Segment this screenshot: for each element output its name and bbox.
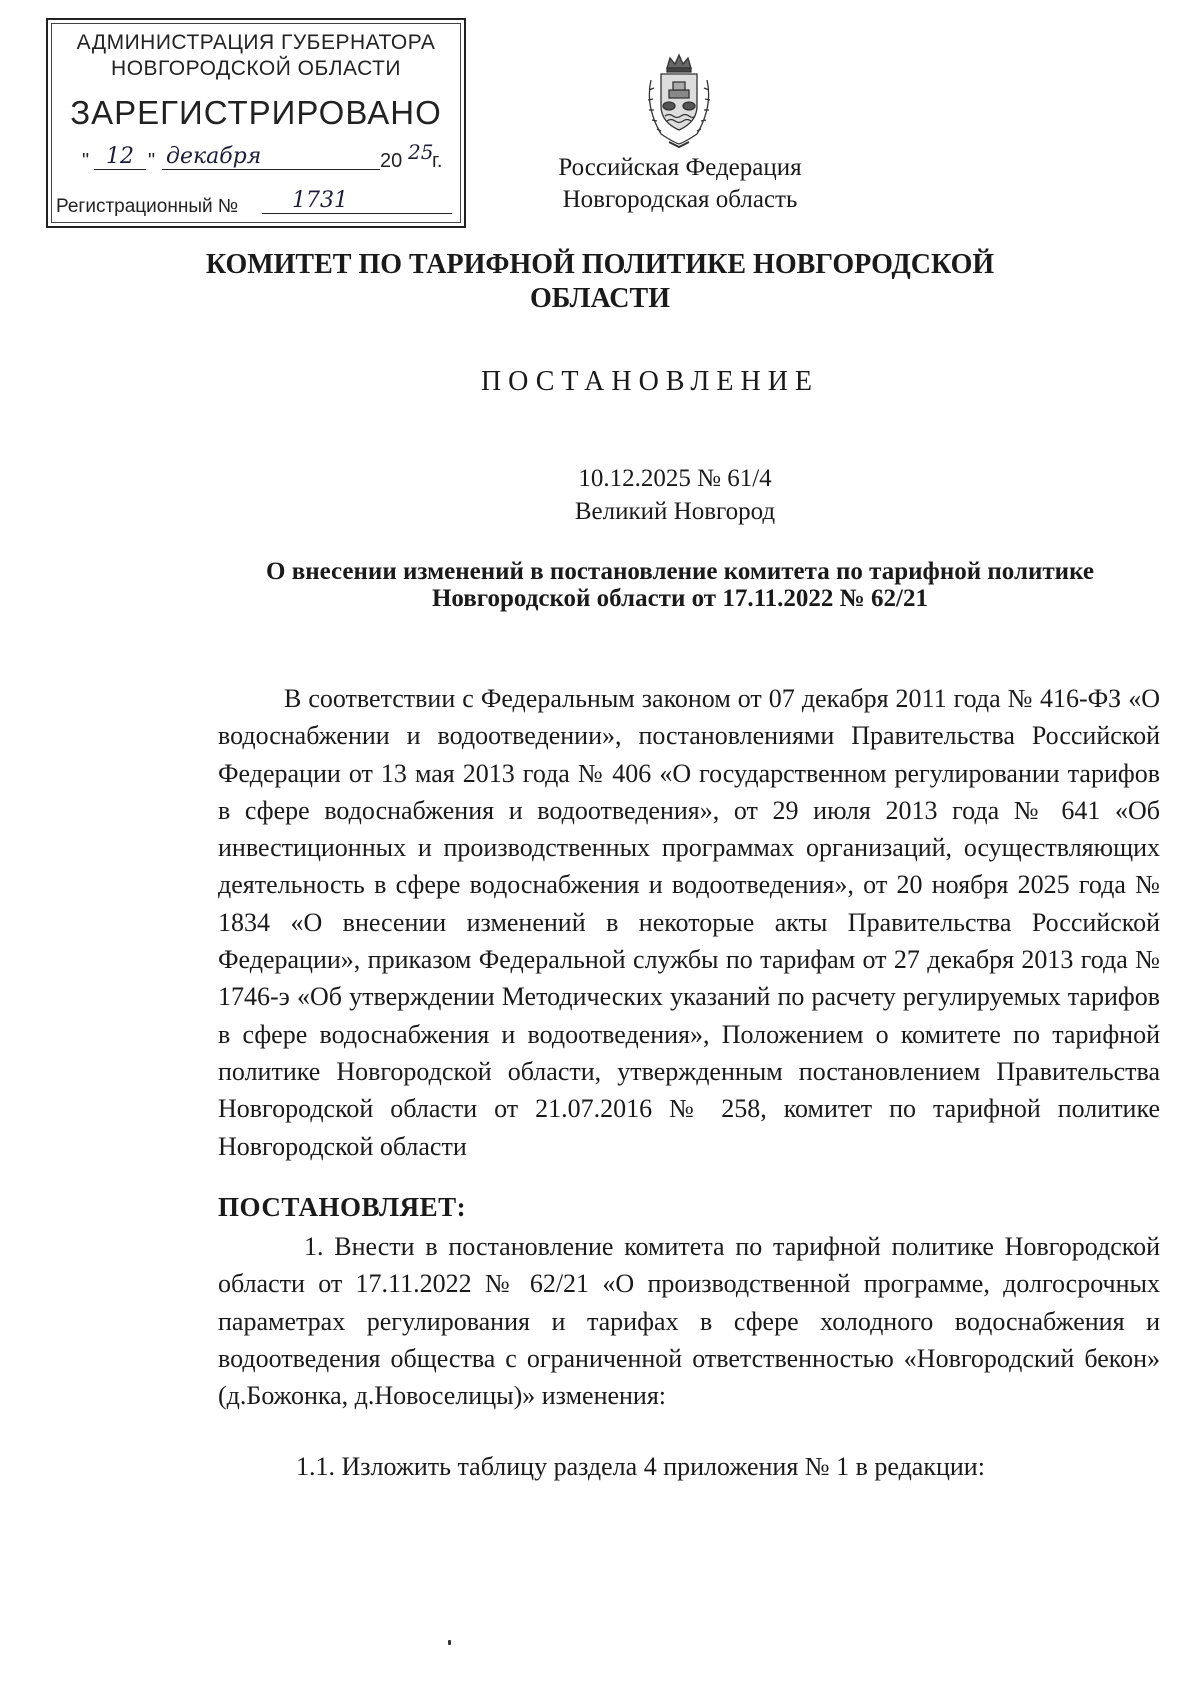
preamble-paragraph: В соответствии с Федеральным законом от 07 декабря 2011 года № 416-ФЗ «О водоснабжении и водоотведении», постановлениями Правительства Российской Федерации от 13 мая 2013 года № 406 «О государственном регулировании тарифов в сфере водоснабжения и водоотведения», от 29 июля 2013 года № 641 «Об инвестиционных и производственных программах организаций, осуществляющих деятельность в сфере водоснабжения и водоотведения», от 20 ноября 2025 года № 1834 «О внесении изменений в некоторые акты Правительства Российской Федерации», приказом Федеральной службы по тарифам от 27 декабря 2013 года № 1746-э «Об утверждении Методических указаний по расчету регулируемых тарифов в сфере водоснабжения и водоотведения», Положением о комитете по тарифной политике Новгородской области, утвержденным постановлением Правительства Новгородской области от 21.07.2016 № 258, комитет по тарифной политике Новгородской области xyxy=(218,684,1160,1161)
stamp-reg-number: 1731 xyxy=(262,188,452,214)
stamp-quote-open: " xyxy=(82,150,90,172)
stamp-quote-close: " xyxy=(148,150,156,172)
stamp-org-line1: АДМИНИСТРАЦИЯ ГУБЕРНАТОРА xyxy=(76,31,436,54)
stamp-org-line2: НОВГОРОДСКОЙ ОБЛАСТИ xyxy=(111,57,401,80)
stamp-day: 12 xyxy=(94,144,146,170)
stamp-year-suffix: 25 xyxy=(408,140,434,164)
decree-word: ПОСТАНОВЛЯЕТ: xyxy=(218,1192,467,1222)
stamp-registration-number-line xyxy=(56,188,456,220)
header-country-region xyxy=(530,152,830,216)
scan-speck xyxy=(448,1640,451,1645)
stamp-organization xyxy=(48,30,464,82)
stamp-reg-label: Регистрационный № xyxy=(56,196,239,217)
header-country: Российская Федерация xyxy=(558,154,802,181)
stamp-year-prefix: 20 xyxy=(380,150,403,172)
stamp-year-unit: г. xyxy=(432,150,443,172)
document-date-number xyxy=(450,462,900,528)
item-1-1-paragraph: 1.1. Изложить таблицу раздела 4 приложения № 1 в редакции: xyxy=(296,1452,985,1481)
stamp-month: декабря xyxy=(162,144,380,170)
stamp-registered-title: ЗАРЕГИСТРИРОВАНО xyxy=(70,94,442,131)
document-date-and-number: 10.12.2025 № 61/4 xyxy=(578,465,772,492)
item-1-paragraph: 1. Внести в постановление комитета по тарифной политике Новгородской области от 17.11.2022 № 62/21 «О производственной программе, долгосрочных параметрах регулирования и тарифах в сфере холодного водоснабжения и водоотведения общества с ограниченной ответственностью «Новгородский бекон» (д.Божонка, д.Новоселицы)» изменения: xyxy=(218,1232,1160,1411)
document-type: ПОСТАНОВЛЕНИЕ xyxy=(480,366,820,397)
document-subject: О внесении изменений в постановление комитета по тарифной политике Новгородской области от 17.11.2022 № 62/21 xyxy=(266,558,1094,612)
document-city: Великий Новгород xyxy=(574,498,776,525)
header-region: Новгородская область xyxy=(562,186,798,213)
registration-stamp xyxy=(46,18,466,228)
committee-title: КОМИТЕТ ПО ТАРИФНОЙ ПОЛИТИКЕ НОВГОРОДСКОЙ ОБЛАСТИ xyxy=(205,249,995,314)
stamp-date-line xyxy=(82,140,454,180)
novgorod-coat-of-arms-icon xyxy=(637,50,721,150)
